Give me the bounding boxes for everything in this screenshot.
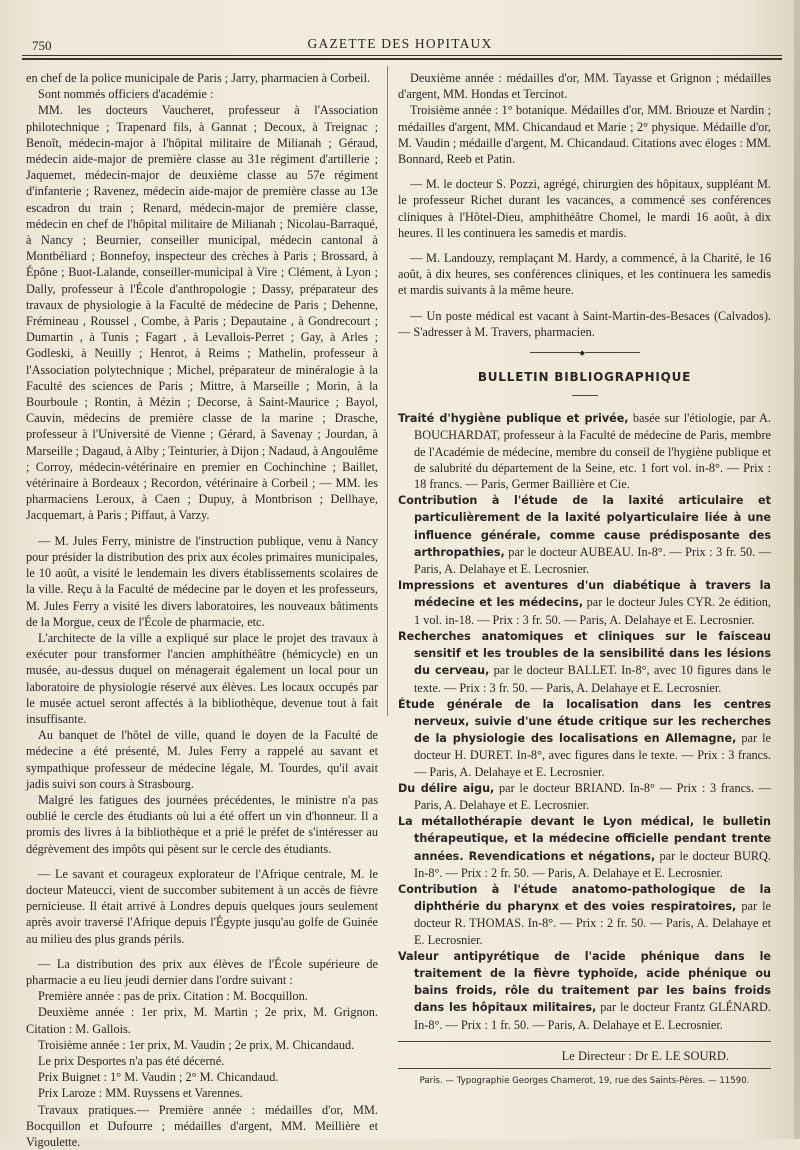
paragraph: Deuxième année : médailles d'or, MM. Tayasse et Grignon ; médailles d'argent, MM. Hondas et Tercinot. xyxy=(398,71,771,102)
bulletin-title: BULLETIN BIBLIOGRAPHIQUE xyxy=(477,370,692,385)
entry-text: par le docteur H. DURET. In-8°, avec figures dans le texte. — Prix : 3 francs. — Paris, A. Delahaye et E. Lecrosnier. xyxy=(414,731,771,779)
printer-imprint: Paris. — Typographie Georges Chamerot, 19, rue des Saints-Pères. — 11590. xyxy=(419,1075,750,1086)
column-divider xyxy=(387,66,388,716)
paragraph: L'architecte de la ville a expliqué sur place le projet des travaux à exécuter pour transformer l'ancien amphithéâtre (hémicycle) en un musée, au-dessus duquel on ménagerait également un local pour un laboratoire de physiologie réservé aux élèves. Les locaux occupés par le musée actuel seront affectés à la bibliothèque, devenue tout à fait insuffisante. xyxy=(26,630,378,726)
entry-title: Contribution à l'étude de la laxité articulaire et particulièrement de la laxité polyarticulaire liée à une influence générale, comme cause prédisposante des arthropathies, xyxy=(398,494,771,559)
page-edge xyxy=(794,0,800,1139)
paragraph: Sont nommés officiers d'académie : xyxy=(38,87,214,102)
prize-line: Le prix Desportes n'a pas été décerné. xyxy=(38,1053,225,1068)
bibliography-entry xyxy=(398,813,771,881)
left-column xyxy=(26,70,378,1150)
bibliography-entry xyxy=(398,948,771,1033)
entry-text: par le docteur BRIAND. In-8° — Prix : 3 francs. — Paris, A. Delahaye et E. Lecrosnier. xyxy=(414,780,771,812)
entry-title: Valeur antipyrétique de l'acide phénique dans le traitement de la fièvre typhoïde, acide phénique ou bains froids, rôle du traitement par les bains froids dans les hôpitaux militaires, xyxy=(398,949,771,1015)
prize-line: Prix Laroze : MM. Ruyssens et Varennes. xyxy=(38,1086,243,1101)
prize-line: Troisième année : 1er prix, M. Vaudin ; 2e prix, M. Chicandaud. xyxy=(38,1037,355,1052)
bibliography-entry xyxy=(398,492,771,577)
page-number: 750 xyxy=(32,38,52,53)
paragraph: — Un poste médical est vacant à Saint-Martin-des-Besaces (Calvados). — S'adresser à M. Travers, pharmacien. xyxy=(398,308,771,339)
entry-text: par le docteur BALLET. In-8°, avec 10 figures dans le texte. — Prix : 3 fr. 50. — Paris, A. Delahaye et E. Lecrosnier. xyxy=(414,663,772,695)
paragraph: en chef de la police municipale de Paris ; Jarry, pharmacien à Corbeil. xyxy=(26,71,371,85)
header-rule-thick xyxy=(22,58,782,60)
paragraph: — M. le docteur S. Pozzi, agrégé, chirurgien des hôpitaux, suppléant M. le professeur Richet durant les vacances, a commencé ses conférences cliniques à l'Hôtel-Dieu, amphithéâtre Chomel, le mardi 16 août, à dix heures. Il les continuera les samedis et mardis. xyxy=(398,177,771,240)
header-rule xyxy=(22,55,782,56)
bibliography-entry xyxy=(398,780,771,813)
paragraph: — La distribution des prix aux élèves de l'École supérieure de pharmacie a eu lieu jeudi dernier dans l'ordre suivant : xyxy=(26,956,378,987)
paragraph: MM. les docteurs Vaucheret, professeur à l'Association philotechnique ; Trapenard fils, à Gannat ; Decoux, à Treignac ; Benoît, médecin-major à l'hôpital militaire de Milianah ; Géraud, médecin aide-major de première classe au 31e régiment d'artillerie ; Jaquemet, médecin-major de deuxième classe au 57e régiment d'infanterie ; Ravenez, médecin aide-major de première classe au 13e escadron du train ; Renard, médecin-major de première classe, médecin en chef de l'hôpital militaire de Milianah ; Nicolau-Barraqué, à Nancy ; Beurnier, conseiller municipal, médecin cantonal à Montbéliard ; Bonnefoy, inspecteur des crèches à Paris ; Brossard, à Épône ; Buot-Lalande, conseiller-municipal à Vire ; Clément, à Lyon ; Dally, professeur à l'École d'anthropologie ; Dassy, préparateur des travaux de physiologie à la Faculté de médecine de Paris ; Dehenne, Frémineau , Roussel , Combe, à Paris ; Depautaine , à Gondrecourt ; Dumartin , à Tunis ; Fagart , à Levallois-Perret ; Gay, à Arles ; Godleski, à Neuilly ; Henrot, à Reims ; Mathelin, professeur à l'Association polytechnique ; Michel, préparateur de minéralogie à la Faculté des sciences de Paris ; Mittre, à Marseille ; Morin, à la Bourboule ; Rontin, à Mézin ; Decorse, à Saint-Maurice ; Bayol, Cauvin, médecins de première classe de la marine ; Drasche, professeur à l'Université de Vienne ; Gérard, à Savenay ; Jourdan, à Marseille ; Dagaud, à Alby ; Teinturier, à Dijon ; Nadaud, à Angoulême ; Corroy, médecin-vétérinaire en premier en Cochinchine ; Baillet, vétérinaire à Bordeaux ; Recordon, vétérinaire à Corbeil ; — MM. les pharmaciens Leroux, à Caen ; Dupuy, à Montbrison ; Dellhaye, Jacquemart, à Paris ; Piffaut, à Varzy. xyxy=(26,103,378,523)
entry-title: Étude générale de la localisation dans les centres nerveux, suivie d'une étude critique sur les recherches de la physiologie des localisations en Allemagne, xyxy=(398,697,771,746)
footer-rule xyxy=(398,1041,771,1042)
entry-title: La métallothérapie devant le Lyon médical, le bulletin thérapeutique, et la médecine officielle pendant trente années. Revendications et négations, xyxy=(398,815,771,863)
bibliography-entry xyxy=(398,410,771,492)
entry-text: par le docteur Jules CYR. 2e édition, 1 vol. in-18. — Prix : 3 fr. 50. — Paris, A. Delahaye et E. Lecrosnier. xyxy=(414,595,771,627)
entry-title: Recherches anatomiques et cliniques sur le faisceau sensitif et les troubles de la sensibilité dans les lésions du cerveau, xyxy=(398,629,771,678)
entry-text: basée sur l'étiologie, par A. BOUCHARDAT, professeur à la Faculté de médecine de Paris, membre de l'Académie de médecine, membre du conseil de l'hygiène publique et de salubrité du département de la Seine, etc. 1 fort vol. in-8°. — Prix : 18 francs. — Paris, Germer Baillière et Cie. xyxy=(414,411,771,492)
short-rule xyxy=(572,395,598,396)
entry-title: Du délire aigu, xyxy=(398,781,495,795)
paragraph: Troisième année : 1° botanique. Médailles d'or, MM. Briouze et Nardin ; médailles d'argent, MM. Chicandaud et Marie ; 2° physique. Médaille d'or, M. Vaudin ; médaille d'argent, M. Chicandaud. Citations avec éloges : MM. Bonnard, Reeb et Patin. xyxy=(398,103,771,167)
bibliography-entry xyxy=(398,628,771,696)
paragraph: — M. Jules Ferry, ministre de l'instruction publique, venu à Nancy pour présider la distribution des prix aux écoles primaires municipales, le 10 août, a visité le lendemain les divers établissements scolaires de la ville. Reçu à la Faculté de médecine par le doyen et les professeurs, M. Jules Ferry a visité les divers laboratoires, les nouveaux bâtiments de la Morgue, ceux de l'École de pharmacie, etc. xyxy=(26,533,378,629)
bibliography-entry xyxy=(398,577,771,628)
bibliography-entry xyxy=(398,696,771,780)
entry-title: Impressions et aventures d'un diabétique à travers la médecine et les médecins, xyxy=(398,579,771,610)
footer-rule-bottom xyxy=(398,1068,771,1069)
prize-line: Prix Buignet : 1° M. Vaudin ; 2° M. Chicandaud. xyxy=(38,1070,279,1085)
entry-text: par le docteur Frantz GLÉNARD. In-8°. — Prix : 1 fr. 50. — Paris, A. Delahaye et E. Lecrosnier. xyxy=(414,1000,771,1032)
prize-line: Première année : pas de prix. Citation : M. Bocquillon. xyxy=(38,989,308,1004)
paragraph: Au banquet de l'hôtel de ville, quand le doyen de la Faculté de médecine a été présenté, M. Jules Ferry a rappelé au savant et sympathique professeur de médecine légale, M. Tourdes, qu'il avait jadis suivi son cours à Strasbourg. xyxy=(26,728,378,791)
section-ornament-rule xyxy=(530,352,640,353)
entry-title: Traité d'hygiène publique et privée, xyxy=(398,412,629,426)
prize-line: Travaux pratiques.— Première année : médailles d'or, MM. Bocquillon et Dufourre ; médailles d'argent, MM. Meillière et Vigoulette. xyxy=(26,1102,378,1149)
paragraph: — M. Landouzy, remplaçant M. Hardy, a commencé, à la Charité, le 16 août, à dix heures, ses conférences cliniques, et les continuera les samedis et mardis suivants à la même heure. xyxy=(398,251,771,298)
bibliography-entry xyxy=(398,881,771,948)
entry-title: Contribution à l'étude anatomo-pathologique de la diphthérie du pharynx et des voies respiratoires, xyxy=(398,882,771,914)
entry-text: par le docteur R. THOMAS. In-8°. — Prix : 2 fr. 50. — Paris, A. Delahaye et E. Lecrosnier. xyxy=(414,899,771,947)
director-signature: Le Directeur : Dr E. LE SOURD. xyxy=(561,1048,729,1063)
paragraph: — Le savant et courageux explorateur de l'Afrique centrale, M. le docteur Mateucci, vient de succomber subitement à un accès de fièvre pernicieuse. Il était arrivé à Londres depuis quelques jours seulement après avoir traversé l'Afrique depuis l'Égypte jusqu'au golfe de Guinée au milieu des plus grands périls. xyxy=(26,866,378,946)
running-title: GAZETTE DES HOPITAUX xyxy=(307,36,493,51)
paragraph: Malgré les fatigues des journées précédentes, le ministre n'a pas oublié le cercle des étudiants où lui a été offert un vin d'honneur. Il a promis des livres à la bibliothèque et a prié le préfet de s'intéresser au dégrèvement des impôts qui pèsent sur le cercle des étudiants. xyxy=(26,792,378,856)
entry-text: par le docteur AUBEAU. In-8°. — Prix : 3 fr. 50. — Paris, A. Delahaye et E. Lecrosnier. xyxy=(414,544,771,577)
prize-line: Deuxième année : 1er prix, M. Martin ; 2e prix, M. Grignon. Citation : M. Gallois. xyxy=(26,1005,378,1036)
right-column xyxy=(398,70,771,1089)
entry-text: par le docteur BURQ. In-8°. — Prix : 2 fr. 50. — Paris, A. Delahaye et E. Lecrosnier. xyxy=(414,848,771,880)
